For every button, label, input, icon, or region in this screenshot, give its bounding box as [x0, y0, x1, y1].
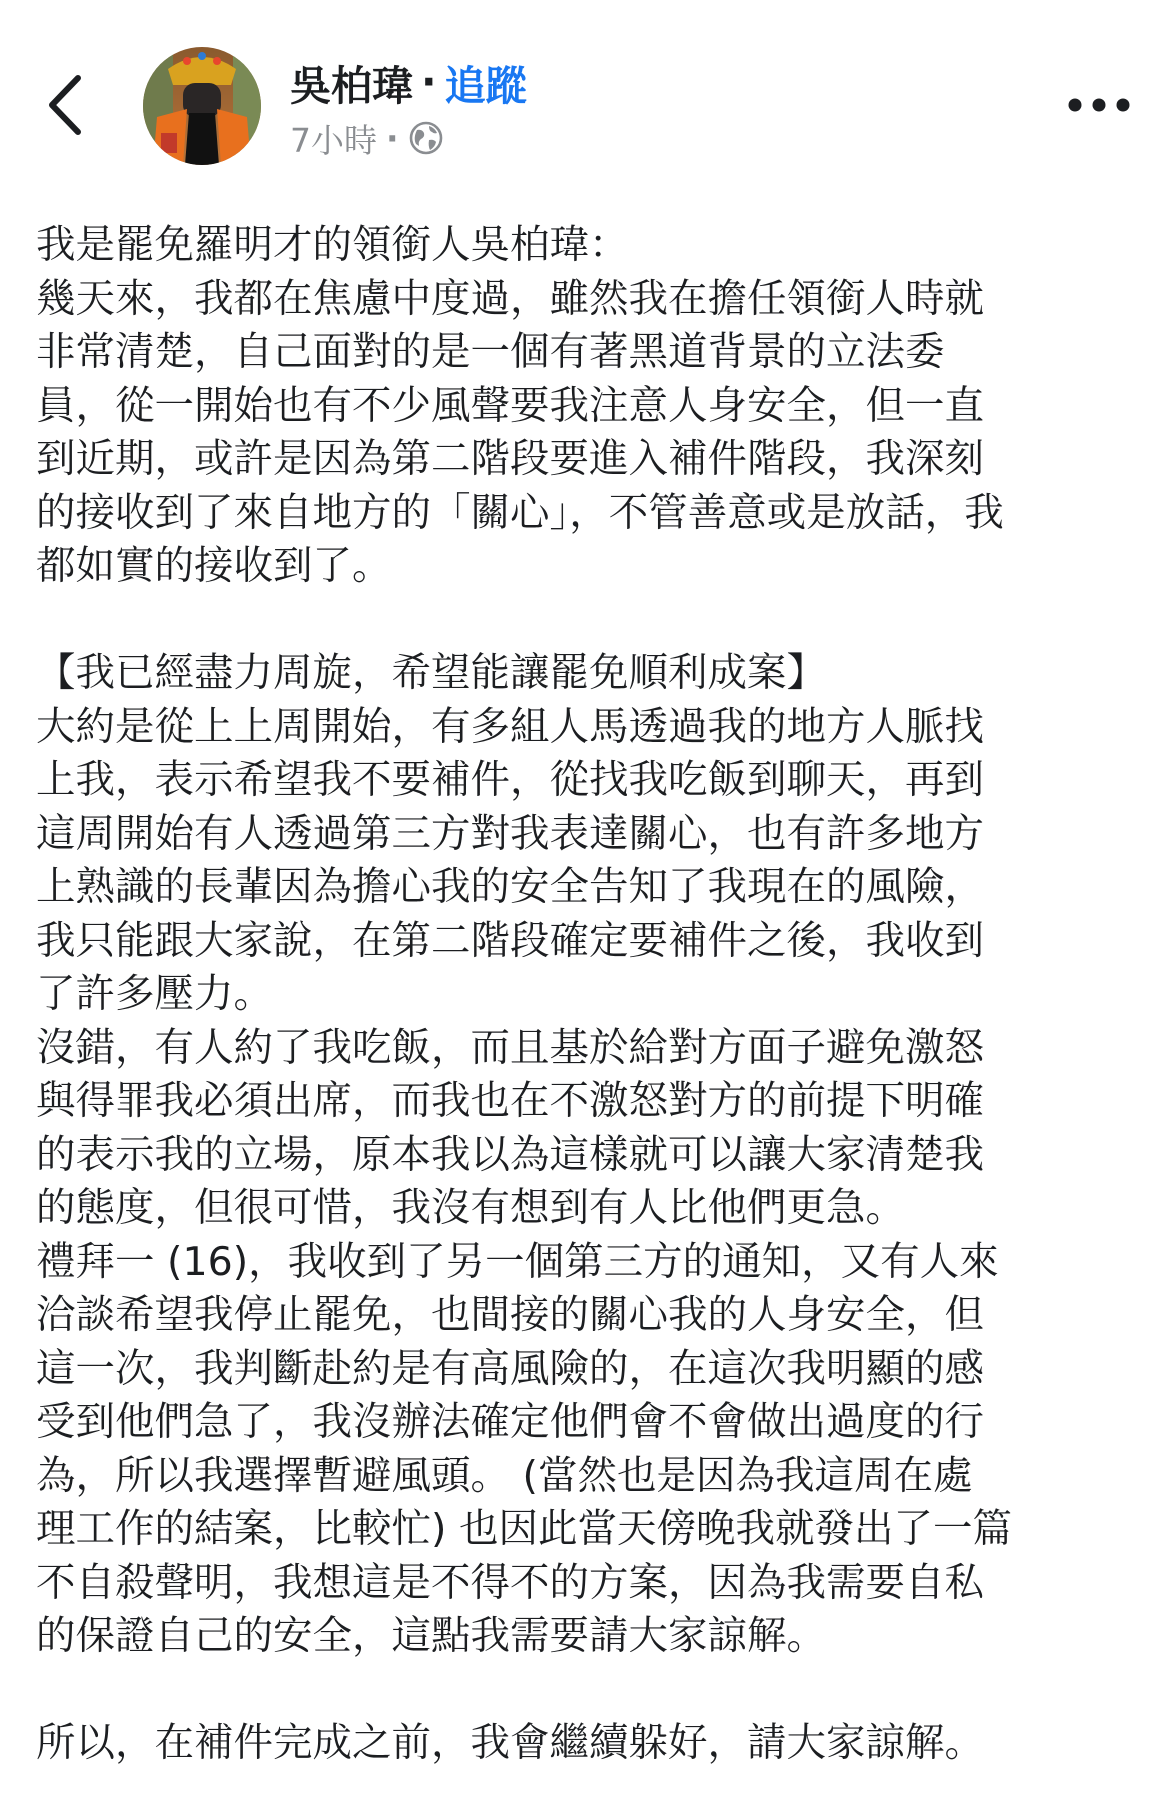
- post-line: 受到他們急了，我沒辦法確定他們會不會做出過度的行: [36, 1399, 984, 1445]
- post-line: 這周開始有人透過第三方對我表達關心，也有許多地方: [36, 810, 984, 857]
- post-line: 洽談希望我停止罷免，也間接的關心我的人身安全，但: [36, 1292, 984, 1338]
- name-separator: ·: [421, 58, 437, 106]
- author-row: [290, 56, 527, 108]
- more-options-button[interactable]: [1066, 90, 1132, 120]
- post-line: 的表示我的立場，原本我以為這樣就可以讓大家清楚我: [36, 1131, 984, 1178]
- chevron-left-icon: [44, 70, 94, 140]
- post-line: 理工作的結案，比較忙) 也因此當天傍晚我就發出了一篇: [36, 1506, 1012, 1552]
- post-line: 了許多壓力。: [36, 971, 273, 1017]
- post-line: 非常清楚，自己面對的是一個有著黑道背景的立法委: [36, 329, 945, 375]
- post-line: 的保證自己的安全，這點我需要請大家諒解。: [36, 1613, 826, 1659]
- post-line: 與得罪我必須出席，而我也在不激怒對方的前提下明確: [36, 1078, 984, 1124]
- post-line: 我是罷免羅明才的領銜人吳柏瑋：: [36, 222, 629, 268]
- post-header: [0, 0, 1169, 200]
- post-line: 為，所以我選擇暫避風頭。 (當然也是因為我這周在處: [36, 1452, 973, 1499]
- post-line: 沒錯，有人約了我吃飯，而且基於給對方面子避免激怒: [36, 1024, 984, 1071]
- post-line: 不自殺聲明，我想這是不得不的方案，因為我需要自私: [36, 1559, 984, 1606]
- post-line: 的接收到了來自地方的「關心」，不管善意或是放話，我: [36, 489, 1004, 536]
- follow-button[interactable]: 追蹤: [444, 61, 527, 110]
- post-line: 所以，在補件完成之前，我會繼續躲好，請大家諒解。: [36, 1720, 984, 1766]
- paragraph-gap: [36, 594, 1146, 648]
- avatar-image: [143, 47, 261, 165]
- post-line: 禮拜一 (16)，我收到了另一個第三方的通知，又有人來: [36, 1238, 999, 1285]
- author-name[interactable]: 吳柏瑋: [290, 61, 413, 110]
- section-heading: 【我已經盡力周旋，希望能讓罷免順利成案】: [36, 650, 826, 696]
- post-line: 員，從一開始也有不少風聲要我注意人身安全，但一直: [36, 382, 984, 429]
- post-line: 的態度，但很可惜，我沒有想到有人比他們更急。: [36, 1185, 905, 1231]
- globe-icon: [408, 120, 444, 156]
- back-button[interactable]: [44, 70, 94, 140]
- post-line: 我只能跟大家說，在第二階段確定要補件之後，我收到: [36, 917, 984, 964]
- more-horizontal-icon: [1066, 90, 1132, 120]
- meta-separator: ·: [386, 118, 399, 158]
- post-line: 上我，表示希望我不要補件，從找我吃飯到聊天，再到: [36, 757, 984, 803]
- post-line: 這一次，我判斷赴約是有高風險的，在這次我明顯的感: [36, 1345, 984, 1392]
- post-line: 大約是從上上周開始，有多組人馬透過我的地方人脈找: [36, 703, 984, 750]
- post-line: 到近期，或許是因為第二階段要進入補件階段，我深刻: [36, 436, 984, 482]
- timestamp[interactable]: 7小時: [290, 120, 377, 160]
- post-line: 幾天來，我都在焦慮中度過，雖然我在擔任領銜人時就: [36, 275, 984, 322]
- post-line: 都如實的接收到了。: [36, 543, 392, 589]
- post-meta: [290, 116, 444, 160]
- post-line: 上熟識的長輩因為擔心我的安全告知了我現在的風險，: [36, 864, 984, 910]
- avatar[interactable]: [143, 47, 261, 165]
- paragraph-gap: [36, 1664, 1146, 1718]
- post-text: [36, 219, 1146, 1771]
